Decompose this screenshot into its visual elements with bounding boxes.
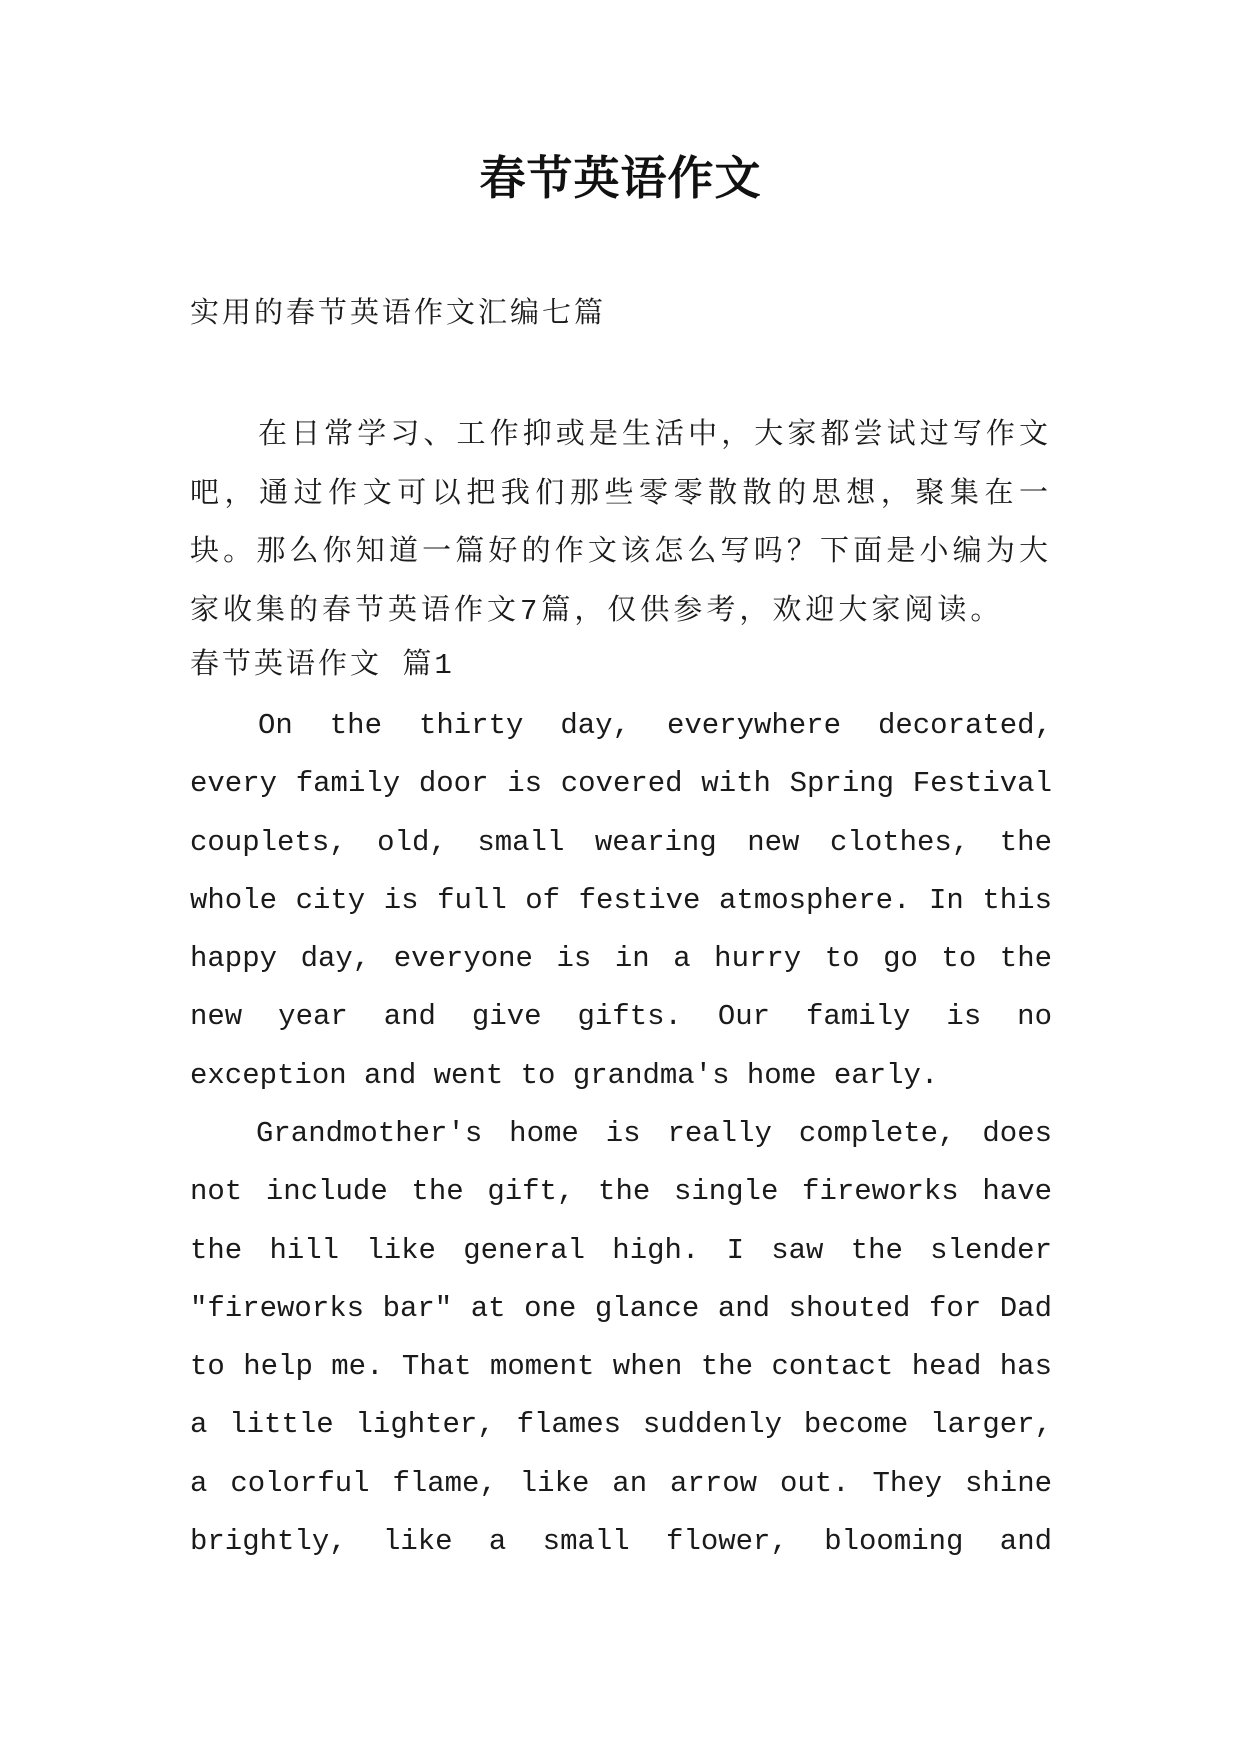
essay-paragraph-2: Grandmother's home is really complete, does not include the gift, the single fireworks have the hill like general high. I saw the slender "fireworks bar" at one glance and shouted for Dad to help me. That moment when the contact head has a little lighter, flames suddenly become larger, a colorful flame, like an arrow out. They shine brightly, like a small flower, blooming and — [190, 1117, 1052, 1559]
intro-paragraph: 在日常学习、工作抑或是生活中，大家都尝试过写作文吧，通过作文可以把我们那些零零散散的思想，聚集在一块。那么你知道一篇好的作文该怎么写吗？下面是小编为大家收集的春节英语作文7篇，仅供参考，欢迎大家阅读。 — [190, 419, 1052, 628]
document-title: 春节英语作文 — [479, 151, 762, 205]
document-subtitle: 实用的春节英语作文汇编七篇 — [190, 298, 607, 331]
section-heading: 春节英语作文 篇1 — [190, 649, 455, 682]
essay-paragraph-1: On the thirty day, everywhere decorated, every family door is covered with Spring Festival couplets, old, small wearing new clothes, the whole city is full of festive atmosphere. In this happy day, everyone is in a hurry to go to the new year and give gifts. Our family is no exception and went to grandma's home early. — [190, 709, 1052, 1092]
